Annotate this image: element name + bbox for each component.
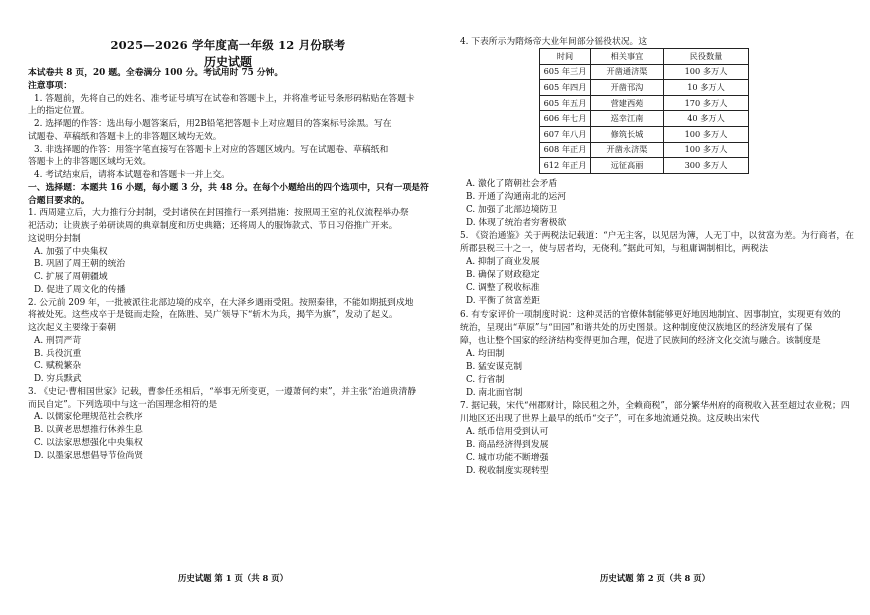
table-cell: 170 多万人 [664, 95, 749, 111]
table-row [540, 95, 749, 111]
page-footer-1: 历史试题 第 1 页（共 8 页） [178, 573, 288, 583]
text-line: 这说明分封制 [28, 233, 81, 244]
table-cell: 612 年正月 [540, 158, 591, 174]
text-line: D. 平衡了贫富差距 [466, 296, 540, 307]
subject-title: 历史试题 [203, 55, 252, 69]
text-line: A. 纸币信用受到认可 [466, 426, 549, 437]
text-line: 5. 《资治通鉴》关于两税法记载道：“户无主客，以见居为簿，人无丁中，以贫富为差。为行商者，在 [460, 231, 854, 242]
text-line: B. 商品经济得到发展 [466, 440, 549, 450]
text-line: C. 行省制 [466, 374, 505, 385]
table-cell: 40 多万人 [664, 111, 749, 127]
table-cell: 100 多万人 [664, 64, 749, 80]
question-4-intro: 4. 下表所示为隋炀帝大业年间部分徭役状况。这 [460, 37, 648, 47]
text-line: 川地区还出现了世界上最早的纸币“交子”，可在多地流通兑换。这反映出宋代 [460, 413, 760, 424]
table-cell: 100 多万人 [664, 126, 749, 142]
table-cell: 605 年五月 [540, 95, 591, 111]
text-line: 障，也让整个国家的经济结构变得更加合理，促进了民族间的经济文化交流与融合。该制度是 [460, 335, 821, 346]
table-header: 时间 [540, 49, 591, 65]
text-line: 4. 考试结束后，请将本试题卷和答题卡一并上交。 [34, 170, 230, 180]
table-header: 相关事宜 [591, 49, 664, 65]
table-row [540, 64, 749, 80]
table-row [540, 126, 749, 142]
text-line: D. 税收制度实现转型 [466, 466, 549, 477]
text-line: 一、选择题：本题共 16 小题，每小题 3 分，共 48 分。在每个小题给出的四个选项中，只有一项是符 [28, 182, 429, 193]
table-cell: 605 年三月 [540, 64, 591, 80]
text-line: D. 促进了周文化的传播 [34, 284, 126, 295]
text-line: 2. 选择题的作答：选出每小题答案后，用2B铅笔把答题卡上对应题目的答案标号涂黑。写在 [34, 119, 392, 129]
text-line: C. 以法家思想强化中央集权 [34, 437, 143, 448]
table-header: 民役数量 [664, 49, 749, 65]
text-line: 所郡县税三十之一，使与居者均，无侥利。”据此可知，与租庸调制相比，两税法 [460, 244, 768, 255]
text-line: 祀活动；让贵族子弟研读周的典章制度和历史典籍；还将周人的服饰款式、节日习俗推广开来。 [28, 221, 398, 231]
page-footer-2: 历史试题 第 2 页（共 8 页） [600, 573, 710, 583]
exam-title: 2025—2026 学年度高一年级 12 月份联考 [110, 38, 346, 52]
text-line: 将被处死。这些戍卒于是铤而走险，在陈胜、吴广领导下“斩木为兵，揭竿为旗”，发动了起义。 [28, 310, 398, 321]
table-cell: 营建西苑 [591, 95, 664, 111]
table-cell: 605 年四月 [540, 80, 591, 96]
text-line: C. 加强了北部边境防卫 [466, 205, 558, 216]
table-cell: 300 多万人 [664, 158, 749, 174]
text-line: C. 调整了税收标准 [466, 283, 540, 294]
table-row [540, 142, 749, 158]
text-line: 注意事项： [28, 80, 72, 91]
table-cell: 10 多万人 [664, 80, 749, 96]
text-line: 2. 公元前 209 年，一批被派往北部边境的戍卒，在大泽乡遇雨受阻。按照秦律，不能如期抵到戍地 [28, 297, 414, 308]
table-cell: 开凿邗沟 [591, 80, 664, 96]
text-line: B. 猛安谋克制 [466, 361, 523, 372]
text-line: B. 巩固了周王朝的统治 [34, 259, 126, 270]
table-cell: 开凿通济渠 [591, 64, 664, 80]
table-body [540, 64, 749, 173]
table-cell: 606 年七月 [540, 111, 591, 127]
text-line: B. 兵役沉重 [34, 348, 82, 359]
text-line: 答题卡上的非答题区域均无效。 [28, 157, 152, 168]
text-line: D. 体现了统治者穷奢极欲 [466, 218, 567, 229]
table-row [540, 158, 749, 174]
text-line: A. 抑制了商业发展 [466, 257, 540, 268]
table-header-row [540, 49, 749, 65]
text-line: A. 加强了中央集权 [34, 246, 108, 257]
text-line: 7. 据记载，宋代“州郡财计，除民租之外，全赖商税”，部分繁华州府的商税收入甚至超过农业税；四 [460, 400, 850, 411]
text-line: A. 均田制 [466, 348, 505, 359]
corvee-table [539, 48, 749, 174]
text-line: C. 城市功能不断增强 [466, 453, 549, 464]
text-line: B. 以黄老思想推行休养生息 [34, 425, 143, 435]
table-cell: 608 年正月 [540, 142, 591, 158]
table-cell: 607 年八月 [540, 126, 591, 142]
text-line: C. 扩展了周朝疆域 [34, 272, 108, 282]
table-row [540, 80, 749, 96]
table-row [540, 111, 749, 127]
table-cell: 100 多万人 [664, 142, 749, 158]
text-line: B. 确保了财政稳定 [466, 270, 540, 281]
text-line: 1. 答题前，先将自己的姓名、准考证号填写在试卷和答题卡上，并将准考证号条形码粘贴在答题卡 [34, 93, 415, 104]
text-line: D. 南北面官制 [466, 387, 523, 398]
text-line: D. 穷兵黩武 [34, 374, 82, 384]
text-line: 合题目要求的。 [28, 195, 90, 206]
table-cell: 巡幸江南 [591, 111, 664, 127]
text-line: 这次起义主要缘于秦朝 [28, 323, 116, 333]
text-line: 3. 《史记·曹相国世家》记载，曹参任丞相后，“举事无所变更，一遵萧何约束”，并主张“治道贵清静 [28, 386, 417, 397]
text-line: 本试卷共 8 页，20 题。全卷满分 100 分。考试用时 75 分钟。 [28, 68, 284, 78]
text-line: 统治，呈现出“草原”与“田园”和谐共处的历史图景。这种制度使汉族地区的经济发展有了保 [460, 322, 813, 333]
text-line: C. 赋税繁杂 [34, 361, 82, 372]
table-cell: 远征高丽 [591, 158, 664, 174]
text-line: 1. 西周建立后，大力推行分封制，受封诸侯在封国推行一系列措施：按照周王室的礼仪流程举办祭 [28, 208, 409, 219]
text-line: 3. 非选择题的作答：用签字笔直接写在答题卡上对应的答题区域内。写在试题卷、草稿纸和 [34, 144, 389, 155]
text-line: 试题卷、草稿纸和答题卡上的非答题区域均无效。 [28, 131, 222, 142]
table-cell: 修筑长城 [591, 126, 664, 142]
text-line: A. 以儒家伦理规范社会秩序 [34, 412, 143, 423]
right-page [460, 0, 855, 615]
text-line: B. 开通了沟通南北的运河 [466, 192, 567, 203]
text-line: A. 刑罚严苛 [34, 335, 82, 346]
text-line: 而民自定”。下列选项中与这一治国理念相符的是 [28, 399, 218, 410]
table-cell: 开凿永济渠 [591, 142, 664, 158]
text-line: D. 以墨家思想倡导节俭尚贤 [34, 450, 144, 461]
text-line: A. 激化了隋朝社会矛盾 [466, 179, 558, 189]
left-page [28, 0, 428, 615]
text-line: 6. 有专家评价一项制度时说：这种灵活的官僚体制能够更好地因地制宜、因事制宜，实现更有效的 [460, 309, 841, 320]
text-line: 上的指定位置。 [28, 106, 90, 117]
